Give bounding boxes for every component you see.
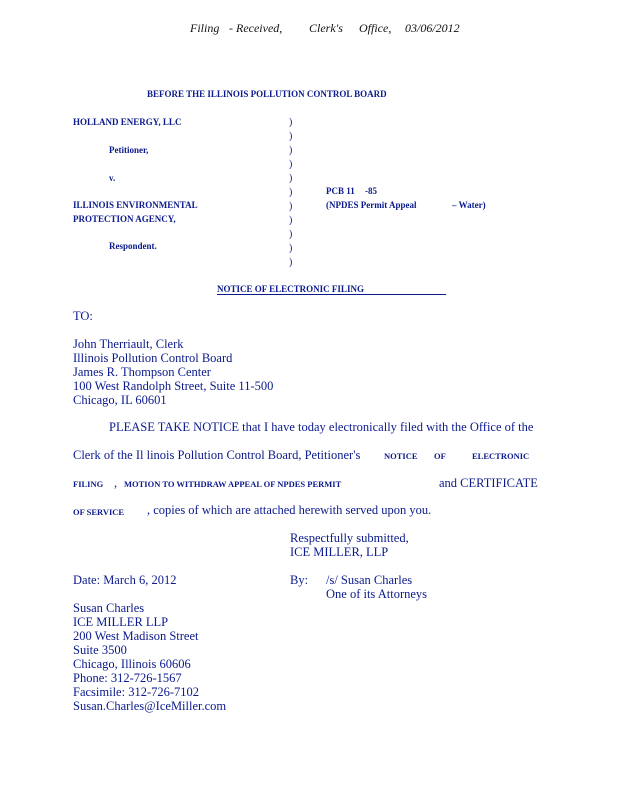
header-filing: Filing — [190, 21, 220, 35]
contact-fax: Facsimile: 312-726-7102 — [73, 685, 200, 699]
petitioner-role: Petitioner, — [109, 145, 149, 155]
to-label: TO: — [73, 309, 93, 323]
paren: ) — [289, 229, 293, 240]
respondent-line1: ILLINOIS ENVIRONMENTAL — [73, 200, 198, 210]
paren: ) — [289, 243, 293, 254]
paren: ) — [289, 201, 293, 212]
attorneys-label: One of its Attorneys — [326, 587, 428, 601]
address-line4: 100 West Randolph Street, Suite 11-500 — [73, 379, 274, 393]
header-date: 03/06/2012 — [405, 21, 460, 35]
contact-city: Chicago, Illinois 60606 — [73, 657, 191, 671]
respectfully-submitted: Respectfully submitted, — [290, 531, 409, 545]
body-line4: , copies of which are attached herewith served upon you. — [147, 503, 432, 517]
body-of: OF — [434, 451, 446, 461]
case-number-b: -85 — [365, 186, 377, 196]
address-line5: Chicago, IL 60601 — [73, 393, 167, 407]
signature-name: /s/ Susan Charles — [326, 573, 413, 587]
contact-suite: Suite 3500 — [73, 643, 127, 657]
paren: ) — [289, 215, 293, 226]
body-and-certificate: and CERTIFICATE — [439, 476, 538, 490]
body-of-service: OF SERVICE — [73, 507, 125, 517]
by-label: By: — [290, 573, 309, 587]
body-line1: PLEASE TAKE NOTICE that I have today electronically filed with the Office of the — [109, 420, 534, 434]
header-received: - Received, — [229, 21, 283, 35]
contact-name: Susan Charles — [73, 601, 145, 615]
paren: ) — [289, 145, 293, 156]
paren: ) — [289, 117, 293, 128]
body-filing: FILING — [73, 479, 104, 489]
board-title: BEFORE THE ILLINOIS POLLUTION CONTROL BOARD — [147, 89, 387, 99]
address-line3: James R. Thompson Center — [73, 365, 211, 379]
contact-firm: ICE MILLER LLP — [73, 615, 169, 629]
paren: ) — [289, 187, 293, 198]
paren: ) — [289, 131, 293, 142]
paren: ) — [289, 159, 293, 170]
case-type-a: (NPDES Permit Appeal — [326, 200, 417, 210]
header-office: Office, — [359, 21, 392, 35]
case-type-b: – Water) — [452, 200, 486, 210]
contact-email: Susan.Charles@IceMiller.com — [73, 699, 227, 713]
date-line: Date: March 6, 2012 — [73, 573, 177, 587]
respondent-line2: PROTECTION AGENCY, — [73, 214, 176, 224]
paren: ) — [289, 257, 293, 268]
body-comma: , — [114, 476, 118, 490]
notice-title: NOTICE OF ELECTRONIC FILING — [217, 284, 446, 295]
body-motion: MOTION TO WITHDRAW APPEAL OF NPDES PERMIT — [124, 479, 342, 489]
paren: ) — [289, 173, 293, 184]
address-line1: John Therriault, Clerk — [73, 337, 184, 351]
contact-street: 200 West Madison Street — [73, 629, 199, 643]
petitioner-name: HOLLAND ENERGY, LLC — [73, 117, 182, 127]
body-notice: NOTICE — [384, 451, 418, 461]
contact-phone: Phone: 312-726-1567 — [73, 671, 182, 685]
body-line2: Clerk of the Il linois Pollution Control Board, Petitioner's — [73, 448, 361, 462]
versus: v. — [109, 173, 116, 183]
body-electronic: ELECTRONIC — [472, 451, 530, 461]
signature-firm: ICE MILLER, LLP — [290, 545, 389, 559]
address-line2: Illinois Pollution Control Board — [73, 351, 233, 365]
respondent-role: Respondent. — [109, 241, 157, 251]
case-number-a: PCB 11 — [326, 186, 355, 196]
header-clerks: Clerk's — [309, 21, 343, 35]
